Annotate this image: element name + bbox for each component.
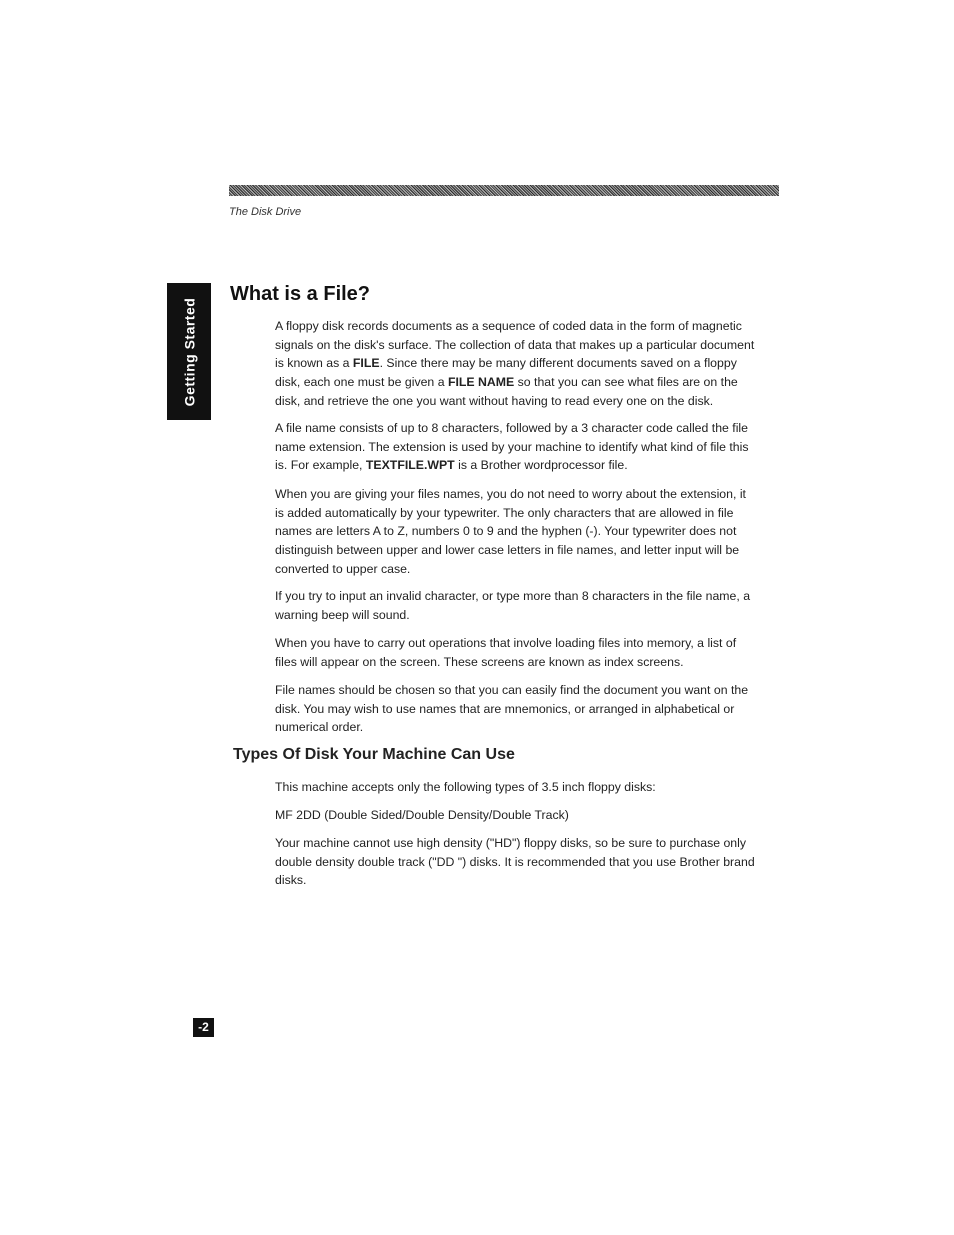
paragraph-naming-rules: When you are giving your files names, you do not need to worry about the extension, it is added automatically by your typewriter. The only characters that are allowed in file names are letters A to Z, numbers 0 to 9 and the hyphen (-). Your typewriter does not distinguish between upper and lower case letters in file names, and letter input will be converted to upper case. — [275, 487, 746, 576]
paragraph-choosing-names: File names should be chosen so that you can easily find the document you want on the disk. You may wish to use names that are mnemonics, or arranged in alphabetical or numerical order. — [275, 683, 749, 735]
section-side-tab — [167, 283, 211, 420]
section-title-disk-types: Types Of Disk Your Machine Can Use — [233, 746, 515, 763]
paragraph-accepted-disks: This machine accepts only the following types of 3.5 inch floppy disks: — [275, 780, 656, 794]
header-rule — [229, 185, 779, 196]
paragraph-invalid-input: If you try to input an invalid character, or type more than 8 characters in the file name, a warning beep will sound. — [275, 589, 751, 622]
paragraph-file-name-extension: A file name consists of up to 8 characters, followed by a 3 character code called the file name extension. The extension is used by your machine to identify what kind of file this is. For example, TEXTFILE.WPT is a Brother wordprocessor file. — [275, 421, 749, 473]
side-tab-label: Getting Started — [181, 297, 197, 406]
paragraph-index-screens: When you have to carry out operations that involve loading files into memory, a list of files will appear on the screen. These screens are known as index screens. — [275, 636, 737, 669]
section-title-what-is-a-file: What is a File? — [230, 283, 371, 305]
paragraph-disk-format: MF 2DD (Double Sided/Double Density/Double Track) — [275, 808, 569, 822]
paragraph-density-warning: Your machine cannot use high density ("HD") floppy disks, so be sure to purchase only double density double track ("DD ") disks. It is recommended that you use Brother brand disks. — [275, 836, 755, 888]
running-head: The Disk Drive — [229, 206, 302, 218]
page-number: -2 — [193, 1018, 214, 1037]
paragraph-file-definition: A floppy disk records documents as a sequence of coded data in the form of magnetic signals on the disk's surface. The collection of data that makes up a particular document is known as a FILE. Since there may be many different documents saved on a floppy disk, each one must be given a FILE NAME so that you can see what files are on the disk, and retrieve the one you want without having to read every one on the disk. — [275, 319, 755, 408]
